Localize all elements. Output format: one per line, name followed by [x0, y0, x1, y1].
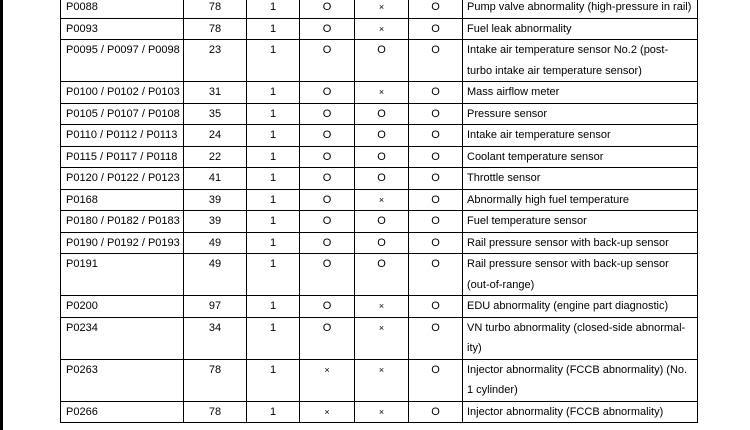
description-cell	[463, 359, 698, 401]
mark-cell-3-text: O	[431, 215, 440, 227]
description-cell-text: Intake air temperature sensor	[467, 129, 611, 141]
mark-cell-1	[300, 254, 355, 296]
number-cell	[184, 401, 247, 423]
description-cell	[463, 401, 698, 423]
mark-cell-2-text: O	[377, 150, 386, 163]
mark-cell-3	[409, 359, 463, 401]
mark-cell-3-text: O	[431, 1, 440, 13]
description-cell	[463, 146, 698, 168]
number-cell	[184, 18, 247, 40]
number-cell	[184, 359, 247, 401]
diagnostic-code-table	[60, 0, 698, 423]
mark-cell-1	[300, 211, 355, 233]
description-cell-text: EDU abnormality (engine part diagnostic)	[467, 300, 669, 312]
dtc-code-cell	[61, 254, 184, 296]
mark-cell-1	[300, 168, 355, 190]
description-cell-text: Fuel leak abnormality	[467, 22, 572, 35]
mark-cell-2-text: ×	[378, 87, 385, 97]
description-cell-text: Pump valve abnormality (high-pressure in rail)	[467, 1, 692, 13]
mark-cell-1-text: O	[322, 150, 332, 163]
dtc-code-cell-text: P0200	[66, 300, 98, 312]
count-cell	[247, 317, 300, 359]
number-cell	[184, 0, 247, 18]
mark-cell-2	[355, 0, 409, 18]
mark-cell-1-text: O	[322, 321, 332, 334]
count-cell-text: 1	[269, 236, 277, 249]
number-cell	[184, 189, 247, 211]
dtc-code-cell-text: P0191	[66, 258, 98, 270]
mark-cell-3	[409, 18, 463, 40]
dtc-code-cell	[61, 168, 184, 190]
mark-cell-1	[300, 232, 355, 254]
mark-cell-3-text: O	[431, 321, 440, 334]
mark-cell-1-text: ×	[324, 406, 330, 417]
description-cell	[463, 189, 698, 211]
count-cell	[247, 18, 300, 40]
mark-cell-2-text: ×	[378, 2, 385, 12]
mark-cell-3-text: O	[431, 107, 440, 120]
mark-cell-3	[409, 254, 463, 296]
mark-cell-2-text: ×	[378, 194, 385, 205]
number-cell-text: 22	[208, 150, 222, 163]
description-cell-text: Throttle sensor	[467, 172, 541, 184]
mark-cell-2-text: ×	[378, 23, 385, 34]
mark-cell-3	[409, 317, 463, 359]
mark-cell-2-text: O	[377, 172, 386, 184]
dtc-code-cell	[61, 103, 184, 125]
description-cell	[463, 296, 698, 318]
mark-cell-2	[355, 211, 409, 233]
dtc-code-cell	[61, 296, 184, 318]
count-cell-text: 1	[269, 405, 277, 418]
table-row	[61, 317, 698, 359]
mark-cell-1-text: O	[322, 300, 332, 312]
dtc-code-cell	[61, 317, 184, 359]
table-row	[61, 254, 698, 296]
count-cell-text: 1	[269, 129, 277, 141]
count-cell-text: 1	[269, 172, 277, 184]
table-row	[61, 232, 698, 254]
count-cell	[247, 168, 300, 190]
description-cell-text: Pressure sensor	[467, 107, 548, 120]
table-row	[61, 0, 698, 18]
number-cell-text: 78	[208, 405, 222, 418]
mark-cell-3	[409, 168, 463, 190]
number-cell-text: 31	[208, 86, 222, 98]
count-cell-text: 1	[269, 193, 277, 206]
mark-cell-2	[355, 317, 409, 359]
dtc-code-cell-text: P0180 / P0182 / P0183	[66, 215, 180, 227]
mark-cell-1	[300, 82, 355, 104]
number-cell-text: 39	[208, 193, 222, 206]
mark-cell-2-text: O	[377, 107, 386, 120]
mark-cell-3-text: O	[431, 258, 440, 270]
mark-cell-2	[355, 82, 409, 104]
number-cell-text: 49	[208, 258, 222, 270]
mark-cell-3-text: O	[431, 150, 440, 163]
mark-cell-1	[300, 0, 355, 18]
count-cell	[247, 125, 300, 147]
mark-cell-3	[409, 0, 463, 18]
mark-cell-3-text: O	[431, 129, 440, 141]
count-cell-text: 1	[269, 1, 277, 13]
dtc-code-cell	[61, 359, 184, 401]
mark-cell-2	[355, 18, 409, 40]
page-left-border	[0, 0, 3, 430]
number-cell-text: 39	[208, 215, 222, 227]
mark-cell-2	[355, 232, 409, 254]
mark-cell-1-text: O	[322, 193, 332, 206]
dtc-code-cell-text: P0263	[66, 363, 98, 376]
mark-cell-1-text: O	[322, 44, 332, 56]
mark-cell-2	[355, 146, 409, 168]
mark-cell-3-text: O	[431, 236, 440, 249]
table-row	[61, 146, 698, 168]
mark-cell-3	[409, 82, 463, 104]
dtc-code-cell-text: P0168	[66, 193, 98, 206]
mark-cell-3	[409, 211, 463, 233]
mark-cell-3	[409, 189, 463, 211]
mark-cell-2-text: O	[377, 258, 386, 270]
number-cell	[184, 146, 247, 168]
description-cell	[463, 232, 698, 254]
number-cell-text: 24	[208, 129, 222, 141]
mark-cell-3	[409, 232, 463, 254]
dtc-code-cell	[61, 146, 184, 168]
mark-cell-3-text: O	[431, 405, 440, 418]
mark-cell-1	[300, 40, 355, 82]
mark-cell-1	[300, 103, 355, 125]
number-cell-text: 78	[208, 22, 222, 35]
count-cell-text: 1	[269, 321, 277, 334]
table-body	[61, 0, 698, 423]
mark-cell-1	[300, 125, 355, 147]
count-cell	[247, 40, 300, 82]
mark-cell-1	[300, 296, 355, 318]
mark-cell-3-text: O	[431, 44, 440, 56]
dtc-code-cell-text: P0100 / P0102 / P0103	[66, 86, 180, 98]
table-row	[61, 18, 698, 40]
count-cell-text: 1	[269, 258, 277, 270]
description-cell-text: Fuel temperature sensor	[467, 215, 587, 227]
dtc-code-cell-text: P0110 / P0112 / P0113	[66, 129, 178, 141]
table-row	[61, 103, 698, 125]
mark-cell-2-text: O	[377, 236, 386, 249]
mark-cell-2	[355, 103, 409, 125]
description-cell	[463, 211, 698, 233]
count-cell-text: 1	[269, 107, 277, 120]
mark-cell-1-text: O	[322, 258, 332, 270]
count-cell	[247, 359, 300, 401]
dtc-code-cell	[61, 18, 184, 40]
number-cell-text: 35	[208, 107, 222, 120]
mark-cell-2-text: ×	[378, 364, 385, 375]
dtc-code-cell-text: P0093	[66, 22, 98, 35]
count-cell	[247, 211, 300, 233]
mark-cell-3	[409, 146, 463, 168]
dtc-code-cell-text: P0088	[66, 1, 98, 13]
mark-cell-2	[355, 168, 409, 190]
dtc-code-cell	[61, 40, 184, 82]
table-row	[61, 125, 698, 147]
mark-cell-1-text: O	[322, 86, 332, 98]
dtc-code-cell-text: P0266	[66, 405, 98, 418]
dtc-code-cell	[61, 125, 184, 147]
mark-cell-2-text: ×	[378, 406, 385, 417]
dtc-code-cell	[61, 189, 184, 211]
count-cell	[247, 146, 300, 168]
table-row	[61, 168, 698, 190]
mark-cell-1	[300, 189, 355, 211]
number-cell	[184, 125, 247, 147]
description-cell-text: Mass airflow meter	[467, 86, 560, 98]
mark-cell-3-text: O	[431, 300, 440, 312]
mark-cell-2	[355, 401, 409, 423]
table-row	[61, 189, 698, 211]
mark-cell-1-text: O	[322, 215, 332, 227]
mark-cell-2	[355, 254, 409, 296]
number-cell	[184, 103, 247, 125]
number-cell-text: 97	[208, 300, 222, 312]
description-cell	[463, 82, 698, 104]
mark-cell-2	[355, 189, 409, 211]
number-cell-text: 78	[208, 1, 222, 13]
description-cell	[463, 125, 698, 147]
count-cell-text: 1	[269, 363, 277, 376]
dtc-code-cell	[61, 401, 184, 423]
description-cell-text: Intake air temperature sensor No.2 (post-turbo intake air temperature sensor)	[467, 44, 669, 77]
mark-cell-1	[300, 146, 355, 168]
table-row	[61, 359, 698, 401]
mark-cell-3-text: O	[431, 86, 440, 98]
mark-cell-3-text: O	[431, 363, 440, 376]
count-cell	[247, 232, 300, 254]
table-row	[61, 82, 698, 104]
mark-cell-3-text: O	[431, 172, 440, 184]
count-cell-text: 1	[269, 22, 277, 35]
mark-cell-1	[300, 317, 355, 359]
description-cell	[463, 103, 698, 125]
mark-cell-3	[409, 401, 463, 423]
mark-cell-2	[355, 359, 409, 401]
count-cell-text: 1	[269, 44, 277, 56]
description-cell-text: Injector abnormality (FCCB abnormality) (No. 1 cylinder)	[467, 363, 688, 396]
dtc-code-cell	[61, 232, 184, 254]
count-cell	[247, 103, 300, 125]
mark-cell-2	[355, 40, 409, 82]
description-cell-text: Abnormally high fuel temperature	[467, 193, 630, 206]
mark-cell-1-text: O	[322, 1, 332, 13]
mark-cell-1	[300, 359, 355, 401]
mark-cell-2-text: O	[377, 129, 386, 141]
number-cell	[184, 211, 247, 233]
count-cell-text: 1	[269, 150, 277, 163]
count-cell	[247, 401, 300, 423]
mark-cell-3	[409, 40, 463, 82]
mark-cell-3	[409, 103, 463, 125]
number-cell	[184, 82, 247, 104]
description-cell	[463, 0, 698, 18]
number-cell-text: 34	[208, 321, 222, 334]
number-cell	[184, 296, 247, 318]
mark-cell-2-text: ×	[378, 322, 385, 333]
dtc-code-cell-text: P0105 / P0107 / P0108	[66, 107, 180, 120]
count-cell	[247, 296, 300, 318]
count-cell-text: 1	[269, 215, 277, 227]
dtc-code-cell-text: P0120 / P0122 / P0123	[66, 172, 180, 184]
count-cell	[247, 254, 300, 296]
count-cell	[247, 189, 300, 211]
dtc-code-cell	[61, 211, 184, 233]
table-row	[61, 211, 698, 233]
mark-cell-1-text: O	[322, 236, 332, 249]
number-cell-text: 23	[208, 44, 222, 56]
mark-cell-1-text: ×	[324, 364, 330, 375]
description-cell-text: VN turbo abnormality (closed-side abnormal-ity)	[467, 321, 686, 354]
number-cell-text: 49	[208, 236, 222, 249]
number-cell	[184, 40, 247, 82]
table-row	[61, 296, 698, 318]
number-cell-text: 41	[208, 172, 222, 184]
table-row	[61, 401, 698, 423]
mark-cell-2-text: O	[377, 215, 386, 227]
mark-cell-2-text: O	[377, 44, 386, 56]
count-cell	[247, 82, 300, 104]
description-cell	[463, 18, 698, 40]
number-cell	[184, 168, 247, 190]
description-cell	[463, 168, 698, 190]
description-cell	[463, 40, 698, 82]
number-cell	[184, 232, 247, 254]
dtc-code-cell-text: P0234	[66, 321, 98, 334]
mark-cell-2	[355, 296, 409, 318]
description-cell	[463, 317, 698, 359]
count-cell	[247, 0, 300, 18]
dtc-code-cell	[61, 82, 184, 104]
number-cell	[184, 317, 247, 359]
description-cell-text: Injector abnormality (FCCB abnormality)	[467, 405, 664, 418]
count-cell-text: 1	[269, 300, 277, 312]
mark-cell-2-text: ×	[378, 301, 385, 311]
description-cell-text: Rail pressure sensor with back-up sensor (out-of-range)	[467, 258, 669, 291]
mark-cell-1	[300, 401, 355, 423]
description-cell-text: Coolant temperature sensor	[467, 150, 604, 163]
dtc-code-cell	[61, 0, 184, 18]
number-cell	[184, 254, 247, 296]
dtc-code-cell-text: P0115 / P0117 / P0118	[66, 150, 178, 163]
mark-cell-1-text: O	[322, 129, 332, 141]
mark-cell-1-text: O	[322, 172, 332, 184]
mark-cell-3-text: O	[431, 22, 440, 35]
mark-cell-3	[409, 125, 463, 147]
description-cell	[463, 254, 698, 296]
number-cell-text: 78	[208, 363, 222, 376]
dtc-code-cell-text: P0190 / P0192 / P0193	[66, 236, 180, 249]
mark-cell-2	[355, 125, 409, 147]
table-row	[61, 40, 698, 82]
mark-cell-1-text: O	[322, 107, 332, 120]
mark-cell-1	[300, 18, 355, 40]
dtc-code-cell-text: P0095 / P0097 / P0098	[66, 44, 180, 56]
count-cell-text: 1	[269, 86, 277, 98]
mark-cell-3	[409, 296, 463, 318]
mark-cell-1-text: O	[322, 22, 332, 35]
description-cell-text: Rail pressure sensor with back-up sensor	[467, 236, 669, 249]
mark-cell-3-text: O	[431, 193, 440, 206]
